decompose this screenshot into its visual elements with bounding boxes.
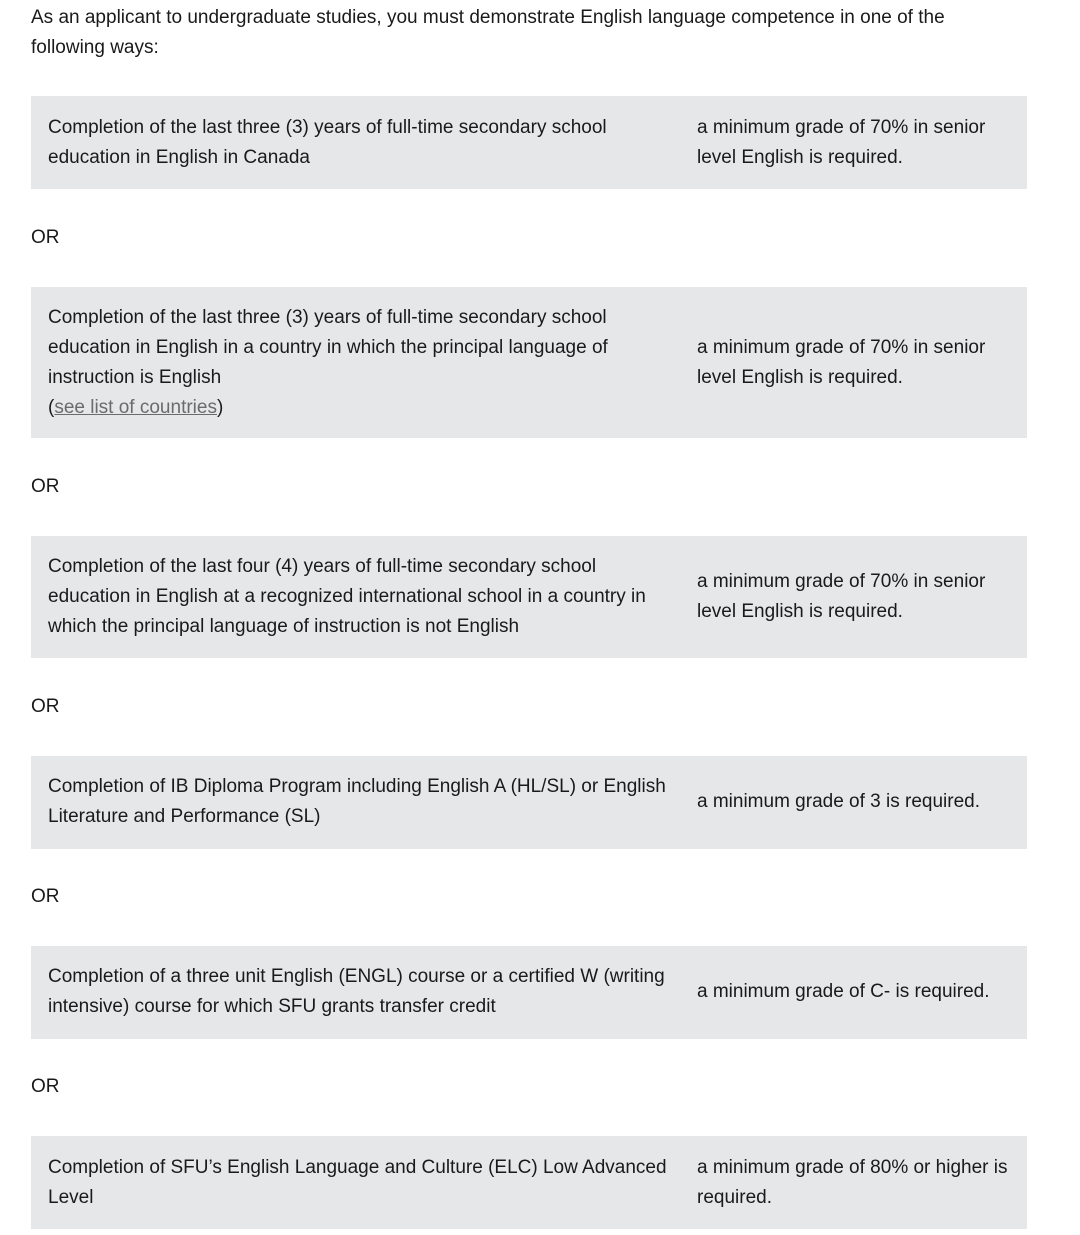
requirement-criterion-block	[48, 303, 678, 423]
or-separator: OR	[31, 886, 60, 907]
requirement-criterion: Completion of the last three (3) years of full-time secondary school education in English in Canada	[48, 117, 607, 168]
requirement-criterion: Completion of SFU’s English Language and Culture (ELC) Low Advanced Level	[48, 1157, 667, 1208]
requirement-row	[31, 1136, 1027, 1229]
requirement-grade: a minimum grade of 3 is required.	[697, 791, 981, 812]
intro-text: As an applicant to undergraduate studies, you must demonstrate English language competence in one of the following ways:	[31, 7, 945, 58]
page-content	[31, 0, 1027, 1208]
requirement-grade: a minimum grade of 70% in senior level English is required.	[697, 117, 986, 168]
requirement-grade: a minimum grade of 70% in senior level English is required.	[697, 337, 986, 388]
requirement-criterion: Completion of the last three (3) years of full-time secondary school education in English in a country in which the principal language of instruction is English	[48, 307, 608, 388]
requirement-row	[31, 96, 1027, 189]
requirement-grade: a minimum grade of C- is required.	[697, 981, 990, 1002]
or-separator: OR	[31, 476, 60, 497]
requirement-row	[31, 287, 1027, 438]
or-separator: OR	[31, 227, 60, 248]
link-close-paren: )	[216, 397, 224, 418]
requirement-grade: a minimum grade of 80% or higher is required.	[697, 1157, 1008, 1208]
link-open-paren: (	[48, 397, 55, 418]
see-list-of-countries-link[interactable]: see list of countries	[54, 397, 217, 418]
requirement-grade: a minimum grade of 70% in senior level English is required.	[697, 571, 986, 622]
or-separator: OR	[31, 696, 60, 717]
or-separator: OR	[31, 1076, 60, 1097]
requirement-row	[31, 946, 1027, 1039]
requirement-row	[31, 756, 1027, 849]
requirement-row	[31, 536, 1027, 658]
requirement-criterion: Completion of IB Diploma Program including English A (HL/SL) or English Literature and Performance (SL)	[48, 776, 666, 827]
requirement-criterion: Completion of a three unit English (ENGL) course or a certified W (writing intensive) course for which SFU grants transfer credit	[48, 966, 665, 1017]
requirement-criterion: Completion of the last four (4) years of full-time secondary school education in English at a recognized international school in a country in which the principal language of instruction is not English	[48, 556, 646, 637]
